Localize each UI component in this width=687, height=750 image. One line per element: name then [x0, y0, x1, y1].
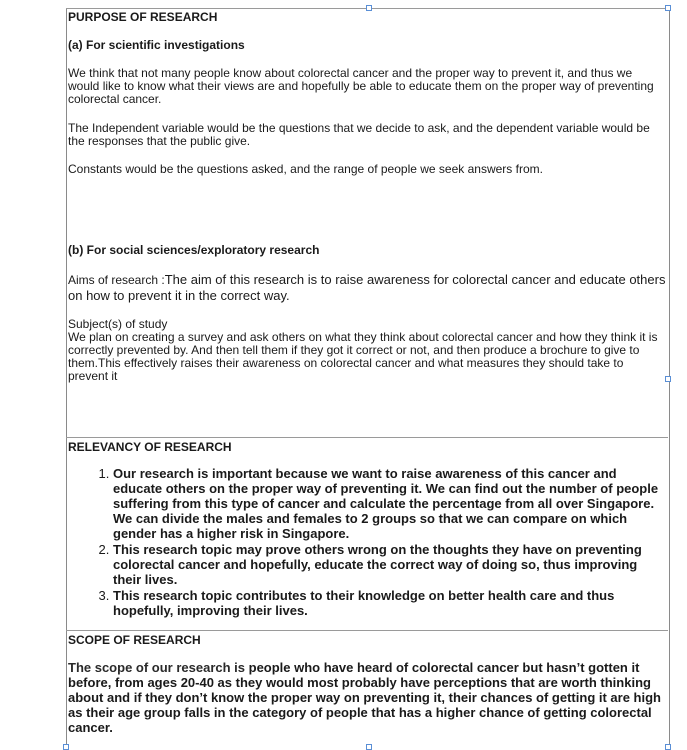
relevancy-heading: RELEVANCY OF RESEARCH [68, 440, 232, 454]
aims-text: The aim of this research is to raise awareness for colorectal cancer and educate others on how to prevent it in the correct way. [68, 272, 666, 303]
aims-label: Aims of research : [68, 273, 165, 287]
scope-paragraph [68, 660, 668, 735]
list-item: 3. This research topic contributes to their knowledge on better health care and thus hopefully, improving their lives. [113, 588, 668, 618]
aims-paragraph [68, 272, 666, 303]
scientific-paragraph-2: The Independent variable would be the questions that we decide to ask, and the dependent variable would be the responses that the public give. [68, 121, 650, 148]
scientific-paragraph-1: We think that not many people know about colorectal cancer and the proper way to prevent it, and thus we would like to know what their views are and hopefully be able to educate them on the proper way of preventing colorectal cancer. [68, 66, 654, 106]
scope-heading: SCOPE OF RESEARCH [68, 633, 201, 647]
scope-text: people who have heard of colorectal cancer but hasn’t gotten it before, from ages 20-40 as they would most probably have perceptions that are worth thinking about and if they don’t know the proper way on preventing it, their chances of getting it are high as their age group falls in the category of people that has a higher chance of getting colorectal cancer. [68, 660, 661, 735]
purpose-heading: PURPOSE OF RESEARCH [68, 10, 218, 24]
section-divider [66, 437, 668, 438]
list-item: 1. Our research is important because we want to raise awareness of this cancer and educate others on the proper way of preventing it. We can find out the number of people suffering from this type of cancer and calculate the percentage from all over Singapore. We can divide the males and females to 2 groups so that we can compare on which gender has a higher risk in Singapore. [113, 466, 668, 541]
scientific-heading: (a) For scientific investigations [68, 38, 245, 52]
section-divider [66, 630, 668, 631]
subjects-paragraph: We plan on creating a survey and ask others on what they think about colorectal cancer and how they think it is correctly prevented by. And then tell them if they got it correct or not, and then produce a brochure to give to them.This effectively raises their awareness on colorectal cancer and what measures they should take to prevent it [68, 330, 658, 383]
scientific-paragraph-3: Constants would be the questions asked, and the range of people we seek answers from. [68, 162, 543, 176]
social-heading: (b) For social sciences/exploratory research [68, 243, 320, 257]
list-item: 2. This research topic may prove others wrong on the thoughts they have on preventing colorectal cancer and hopefully, educate the correct way of doing so, thus improving their lives. [113, 542, 668, 587]
subjects-label: Subject(s) of study [68, 317, 168, 331]
relevancy-list [68, 466, 668, 619]
scope-lead: The scope of our research is [68, 660, 249, 675]
resize-handle[interactable] [366, 744, 372, 750]
resize-handle[interactable] [63, 744, 69, 750]
resize-handle[interactable] [665, 744, 671, 750]
